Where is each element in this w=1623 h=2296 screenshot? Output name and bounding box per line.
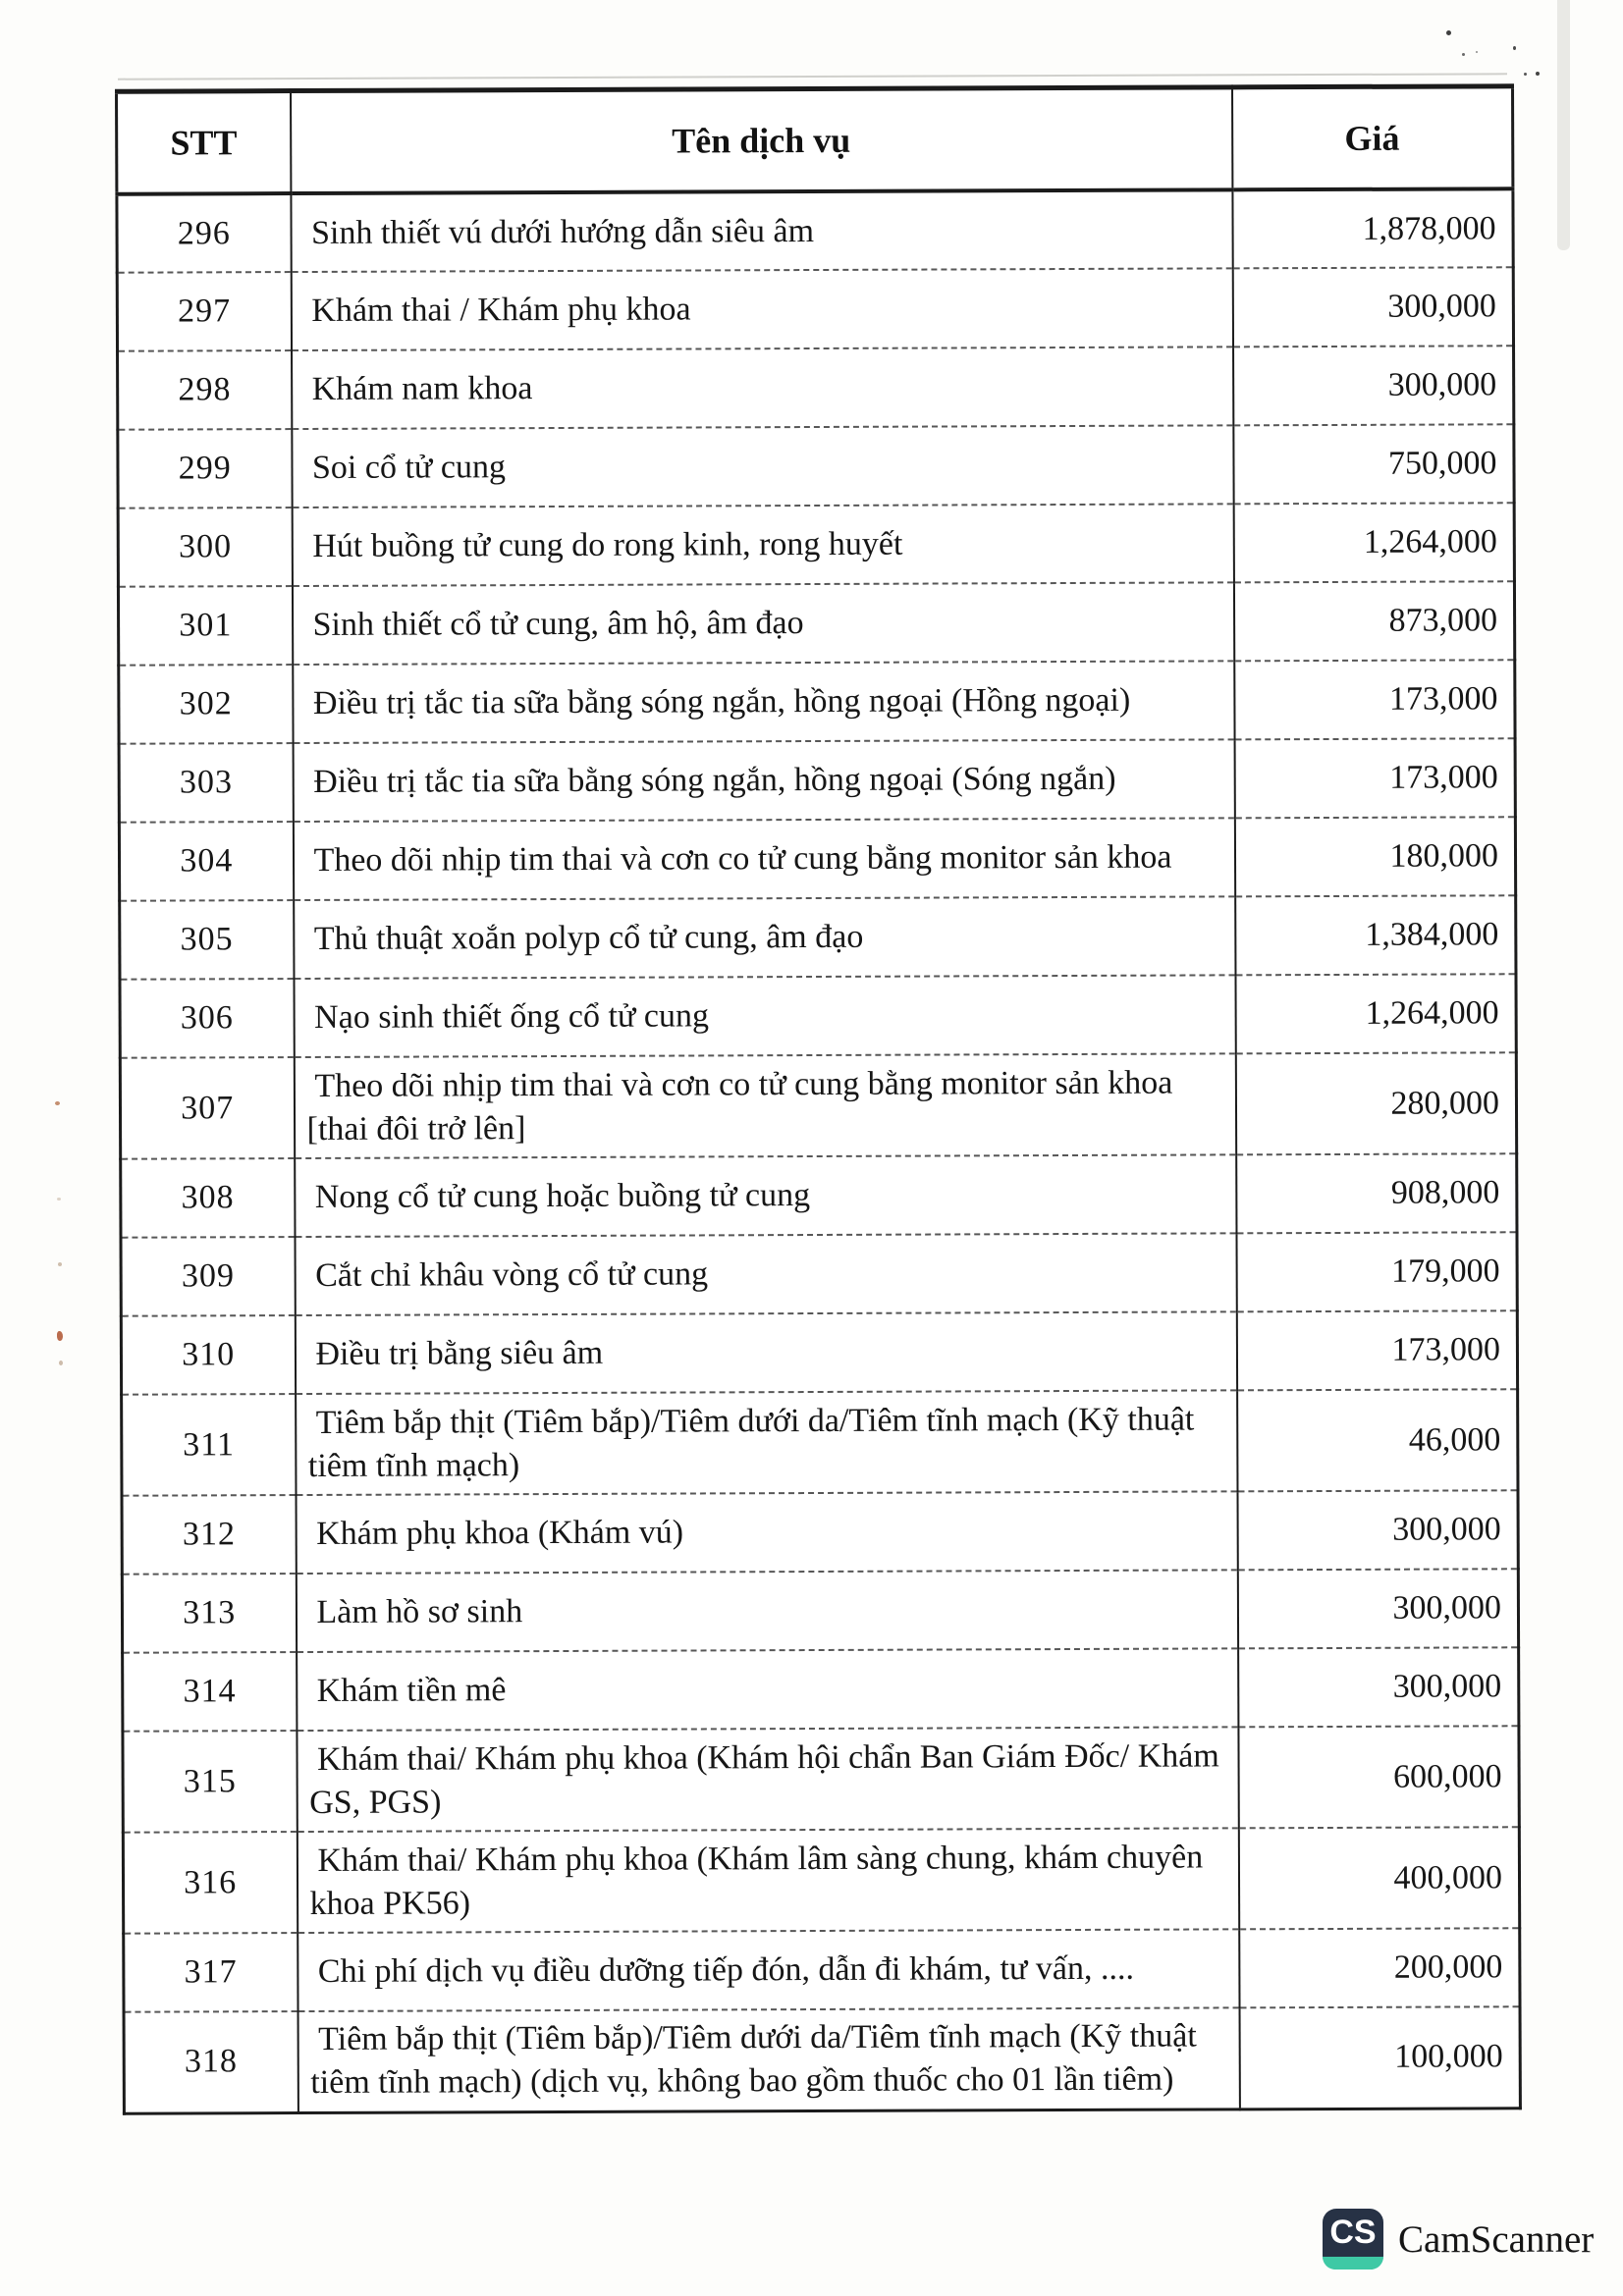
- service-cell: Điều trị bằng siêu âm: [295, 1311, 1236, 1394]
- table-row: [121, 1232, 1517, 1315]
- table-row: [118, 346, 1514, 429]
- service-price-table-wrap: [115, 83, 1519, 2114]
- table-row: [120, 895, 1516, 979]
- price-cell: 1,264,000: [1233, 503, 1514, 582]
- table-row: [118, 424, 1514, 507]
- scan-speck: [1462, 53, 1465, 56]
- stt-cell: 311: [122, 1394, 296, 1496]
- table-row: [123, 1647, 1519, 1731]
- price-cell: 908,000: [1236, 1153, 1517, 1233]
- table-row: [123, 1827, 1519, 1933]
- stt-cell: 316: [123, 1832, 297, 1934]
- table-row: [118, 581, 1514, 665]
- table-row: [122, 1569, 1518, 1652]
- table-row: [122, 1389, 1518, 1495]
- service-cell: Điều trị tắc tia sữa bằng sóng ngắn, hồng ngoại (Hồng ngoại): [293, 661, 1234, 743]
- price-cell: 1,264,000: [1235, 974, 1516, 1053]
- stt-cell: 317: [124, 1933, 298, 2012]
- scan-speck: [55, 1101, 60, 1105]
- stt-cell: 310: [121, 1315, 295, 1395]
- service-cell: Khám thai/ Khám phụ khoa (Khám lâm sàng chung, khám chuyên khoa PK56): [297, 1828, 1238, 1933]
- price-cell: 1,384,000: [1235, 895, 1516, 975]
- service-cell: Hút buồng tử cung do rong kinh, rong huyết: [292, 504, 1233, 586]
- service-cell: Theo dõi nhịp tim thai và cơn co tử cung bằng monitor sản khoa [thai đôi trở lên]: [294, 1053, 1235, 1158]
- price-cell: 300,000: [1233, 346, 1514, 425]
- service-cell: Tiêm bắp thịt (Tiêm bắp)/Tiêm dưới da/Tiêm tĩnh mạch (Kỹ thuật tiêm tĩnh mạch): [296, 1390, 1237, 1495]
- price-cell: 280,000: [1235, 1052, 1516, 1154]
- price-cell: 180,000: [1234, 817, 1515, 896]
- stt-cell: 309: [121, 1237, 295, 1316]
- camscanner-icon: [1323, 2209, 1383, 2269]
- service-cell: Làm hồ sơ sinh: [296, 1570, 1237, 1652]
- service-cell: Nong cổ tử cung hoặc buồng tử cung: [295, 1154, 1236, 1237]
- stt-cell: 301: [118, 586, 292, 666]
- service-cell: Nạo sinh thiết ống cổ tử cung: [294, 975, 1235, 1057]
- price-cell: 46,000: [1237, 1389, 1518, 1491]
- scan-speck: [1536, 72, 1540, 76]
- stt-cell: 306: [120, 979, 294, 1058]
- price-cell: 173,000: [1234, 660, 1515, 739]
- price-cell: 600,000: [1238, 1726, 1519, 1828]
- price-cell: 179,000: [1236, 1232, 1517, 1311]
- stt-cell: 314: [123, 1652, 297, 1732]
- price-cell: 200,000: [1239, 1928, 1520, 2007]
- stt-cell: 300: [118, 507, 292, 587]
- table-row: [119, 817, 1515, 900]
- table-row: [122, 1490, 1518, 1574]
- price-cell: 300,000: [1238, 1647, 1519, 1727]
- column-header-service: Tên dịch vụ: [291, 87, 1232, 193]
- scan-ghost-line: [118, 73, 1507, 80]
- scan-speck: [1513, 46, 1516, 50]
- service-cell: Thủ thuật xoắn polyp cổ tử cung, âm đạo: [294, 896, 1235, 979]
- price-cell: 750,000: [1233, 424, 1514, 504]
- service-cell: Khám phụ khoa (Khám vú): [296, 1491, 1237, 1574]
- camscanner-icon-letters: CS: [1329, 2214, 1377, 2251]
- service-cell: Sinh thiết cổ tử cung, âm hộ, âm đạo: [292, 582, 1233, 665]
- table-row: [118, 503, 1514, 586]
- price-cell: 300,000: [1237, 1490, 1518, 1570]
- service-cell: Cắt chỉ khâu vòng cổ tử cung: [295, 1233, 1236, 1315]
- price-cell: 100,000: [1239, 2006, 1520, 2109]
- service-cell: Điều trị tắc tia sữa bằng sóng ngắn, hồng ngoại (Sóng ngắn): [293, 739, 1234, 822]
- table-row: [117, 267, 1513, 350]
- scan-speck: [1524, 73, 1527, 76]
- stt-cell: 296: [117, 193, 291, 273]
- table-row: [121, 1153, 1517, 1237]
- scan-speck: [1476, 51, 1478, 53]
- scan-speck: [59, 1361, 63, 1365]
- stt-cell: 299: [118, 429, 292, 508]
- column-header-price: Giá: [1232, 86, 1513, 190]
- stt-cell: 305: [120, 900, 294, 980]
- stt-cell: 318: [124, 2011, 298, 2113]
- service-cell: Khám tiền mê: [297, 1648, 1238, 1731]
- column-header-stt: STT: [117, 91, 291, 194]
- service-cell: Sinh thiết vú dưới hướng dẫn siêu âm: [291, 189, 1232, 272]
- stt-cell: 298: [118, 350, 292, 430]
- price-cell: 873,000: [1233, 581, 1514, 661]
- price-table: [115, 83, 1522, 2114]
- service-cell: Khám thai / Khám phụ khoa: [291, 268, 1232, 350]
- price-cell: 1,878,000: [1232, 188, 1513, 268]
- price-cell: 400,000: [1238, 1827, 1519, 1929]
- stt-cell: 308: [121, 1158, 295, 1238]
- table-row: [120, 1052, 1516, 1158]
- service-cell: Theo dõi nhịp tim thai và cơn co tử cung bằng monitor sản khoa: [293, 818, 1234, 900]
- scan-speck: [1446, 30, 1451, 35]
- camscanner-icon-accent: [1323, 2257, 1383, 2269]
- service-cell: Tiêm bắp thịt (Tiêm bắp)/Tiêm dưới da/Tiêm tĩnh mạch (Kỹ thuật tiêm tĩnh mạch) (dịch vụ, không bao gồm thuốc cho 01 lần tiêm): [298, 2007, 1239, 2112]
- service-cell: Khám thai/ Khám phụ khoa (Khám hội chẩn Ban Giám Đốc/ Khám GS, PGS): [297, 1727, 1238, 1832]
- scan-speck: [58, 1262, 62, 1266]
- table-row: [120, 974, 1516, 1057]
- camscanner-brand-name: CamScanner: [1398, 2217, 1595, 2261]
- table-row: [124, 2006, 1520, 2112]
- service-cell: Chi phí dịch vụ điều dưỡng tiếp đón, dẫn đi khám, tư vấn, ....: [298, 1929, 1239, 2011]
- price-cell: 173,000: [1234, 738, 1515, 818]
- table-header: [117, 86, 1513, 194]
- scan-speck: [57, 1198, 61, 1201]
- scan-speck: [57, 1331, 63, 1341]
- camscanner-watermark: [1323, 2209, 1594, 2269]
- stt-cell: 302: [119, 665, 293, 744]
- stt-cell: 315: [123, 1731, 297, 1833]
- table-row: [119, 660, 1515, 743]
- stt-cell: 304: [119, 822, 293, 901]
- table-row: [119, 738, 1515, 822]
- stt-cell: 307: [120, 1057, 294, 1159]
- header-row: [117, 86, 1513, 194]
- table-row: [124, 1928, 1520, 2011]
- table-row: [123, 1726, 1519, 1832]
- price-cell: 173,000: [1236, 1310, 1517, 1390]
- stt-cell: 313: [122, 1574, 296, 1653]
- table-row: [117, 188, 1513, 272]
- table-body: [117, 188, 1520, 2112]
- price-cell: 300,000: [1232, 267, 1513, 347]
- service-cell: Soi cổ tử cung: [292, 425, 1233, 507]
- stt-cell: 297: [117, 272, 291, 351]
- table-row: [121, 1310, 1517, 1394]
- stt-cell: 303: [119, 743, 293, 823]
- price-cell: 300,000: [1237, 1569, 1518, 1648]
- stt-cell: 312: [122, 1495, 296, 1575]
- service-cell: Khám nam khoa: [292, 347, 1233, 429]
- scan-edge-shadow: [1557, 0, 1570, 250]
